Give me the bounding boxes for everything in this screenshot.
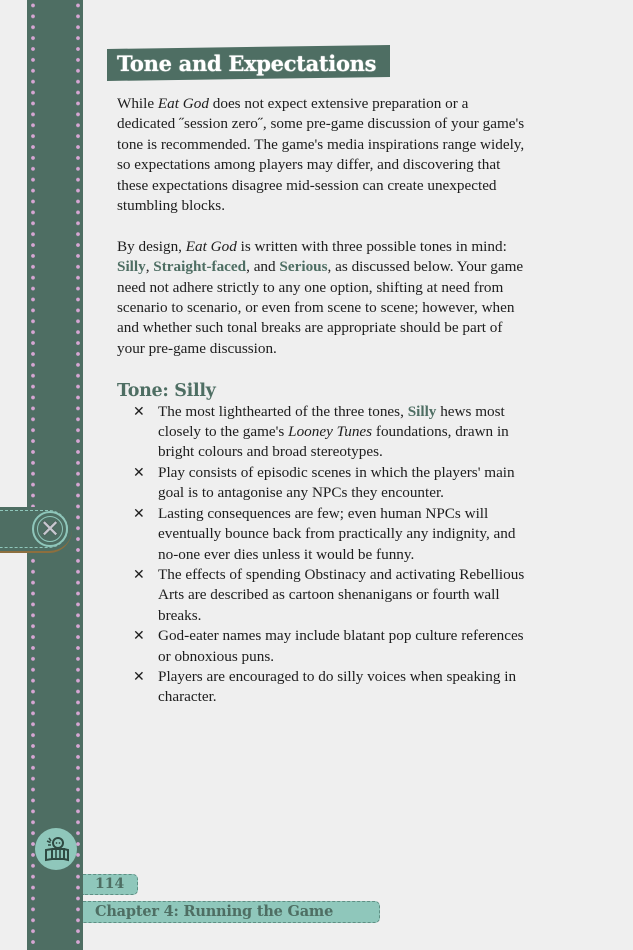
- silly-tone-list: [117, 402, 527, 708]
- x-bullet-icon: ✕: [133, 505, 145, 522]
- body-text: , as discussed below. Your game need not adhere strictly to any one option, shifting at need from scenario to scenario, or even from scene to scene; however, when and whether such tonal breaks are appropriate should be part of your pre-game discussion.: [117, 258, 524, 357]
- list-item: [117, 667, 527, 708]
- list-item: [117, 626, 527, 667]
- body-text: does not expect extensive preparation or a dedicated ˝session zero˝, some pre-game discussion of your game's tone is recommended. The game's media inspirations range widely, so expectations among players may differ, and discovering that these expectations disagree mid-session can create unexpected stumbling blocks.: [117, 95, 525, 215]
- body-text: While: [117, 95, 158, 112]
- page-title-banner: [107, 45, 390, 81]
- italic-title-text: Eat God: [185, 237, 237, 255]
- italic-title-text: Looney Tunes: [288, 423, 373, 441]
- body-text: Lasting consequences are few; even human NPCs will eventually bounce back from practically any indignity, and no-one ever dies unless it would be funny.: [158, 504, 516, 563]
- x-bullet-icon: ✕: [133, 464, 145, 481]
- tones-paragraph: [117, 237, 527, 359]
- body-text: , and: [246, 258, 280, 276]
- page-number: 114: [83, 874, 138, 895]
- body-text: God-eater names may include blatant pop culture references or obnoxious puns.: [158, 627, 524, 665]
- stitching-right: [75, 0, 81, 950]
- x-bullet-icon: ✕: [133, 566, 145, 583]
- section-heading: Tone: Silly: [117, 380, 216, 401]
- body-text: The effects of spending Obstinacy and activating Rebellious Arts are described as cartoon shenanigans or fourth wall breaks.: [158, 565, 525, 624]
- section-tab-badge: [0, 507, 72, 553]
- list-item: [117, 463, 527, 504]
- x-bullet-icon: ✕: [133, 628, 145, 645]
- italic-title-text: Eat God: [157, 95, 209, 112]
- body-text: Play consists of episodic scenes in which the players' main goal is to antagonise any NPCs they encounter.: [158, 463, 515, 502]
- chapter-label: Chapter 4: Running the Game: [83, 901, 380, 923]
- sidebar-strip: [27, 0, 83, 950]
- highlighted-term: Serious: [279, 258, 328, 276]
- highlighted-term: Silly: [407, 402, 437, 420]
- stitching-left: [30, 0, 36, 950]
- body-text: By design,: [117, 237, 186, 255]
- body-text: foundations, drawn in bright colours and broad stereotypes.: [158, 423, 509, 461]
- highlighted-term: Silly: [117, 258, 146, 276]
- list-item: [117, 504, 527, 565]
- x-bullet-icon: ✕: [133, 668, 145, 685]
- person-shouting-icon: [37, 830, 75, 868]
- main-content: [117, 94, 527, 708]
- body-text: Players are encouraged to do silly voices when speaking in character.: [158, 667, 517, 706]
- list-item: [117, 402, 527, 463]
- x-bullet-icon: ✕: [133, 403, 145, 420]
- body-text: hews most closely to the game's: [158, 402, 505, 441]
- list-item: [117, 565, 527, 626]
- body-text: is written with three possible tones in mind:: [236, 237, 507, 255]
- page-title: Tone and Expectations: [117, 50, 377, 76]
- button-x-icon: ✕: [39, 515, 61, 543]
- intro-paragraph: [117, 94, 527, 216]
- highlighted-term: Straight-faced: [153, 258, 247, 276]
- body-text: The most lighthearted of the three tones,: [158, 402, 408, 420]
- body-text: ,: [145, 258, 154, 276]
